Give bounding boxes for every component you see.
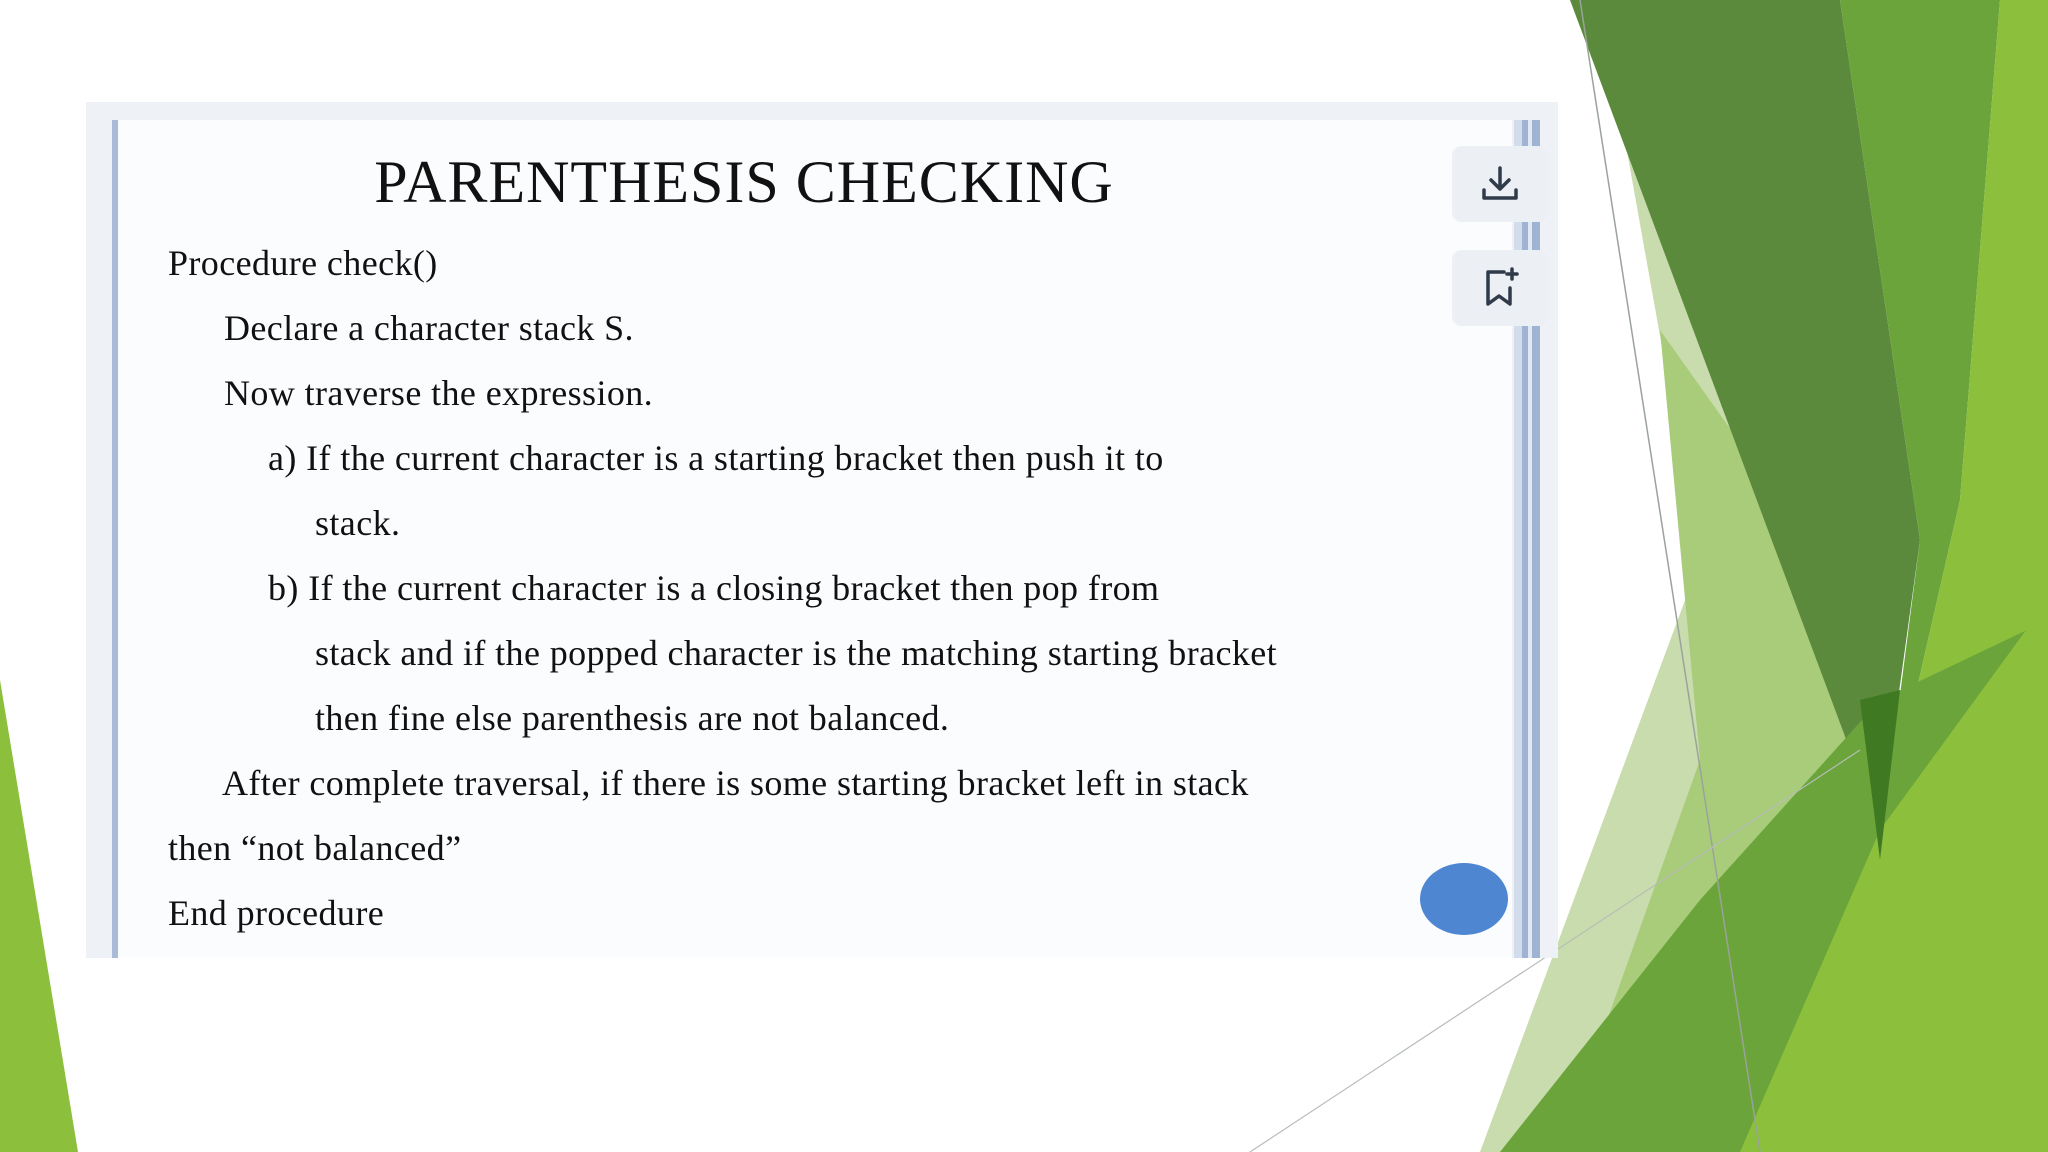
bookmark-add-button[interactable] — [1452, 250, 1548, 326]
procedure-line: a) If the current character is a starting bracket then push it to — [268, 438, 1164, 478]
bookmark-add-icon — [1476, 264, 1524, 312]
scrollbar-rail[interactable] — [1514, 120, 1540, 958]
procedure-line: stack and if the popped character is the matching starting bracket — [315, 633, 1278, 673]
floating-action-button[interactable] — [1420, 863, 1508, 935]
download-icon — [1476, 160, 1524, 208]
procedure-line: b) If the current character is a closing bracket then pop from — [268, 568, 1160, 608]
procedure-line: Procedure check() — [168, 243, 438, 283]
procedure-line: After complete traversal, if there is some starting bracket left in stack — [222, 763, 1249, 803]
procedure-line: then fine else parenthesis are not balanced. — [315, 698, 950, 738]
procedure-line: End procedure — [168, 893, 385, 933]
page-title: PARENTHESIS CHECKING — [374, 149, 1114, 215]
procedure-line: Declare a character stack S. — [224, 308, 634, 348]
procedure-line: stack. — [315, 503, 401, 543]
procedure-line: then “not balanced” — [168, 828, 462, 868]
left-green-shape — [0, 680, 78, 1152]
procedure-line: Now traverse the expression. — [224, 373, 654, 413]
download-button[interactable] — [1452, 146, 1548, 222]
